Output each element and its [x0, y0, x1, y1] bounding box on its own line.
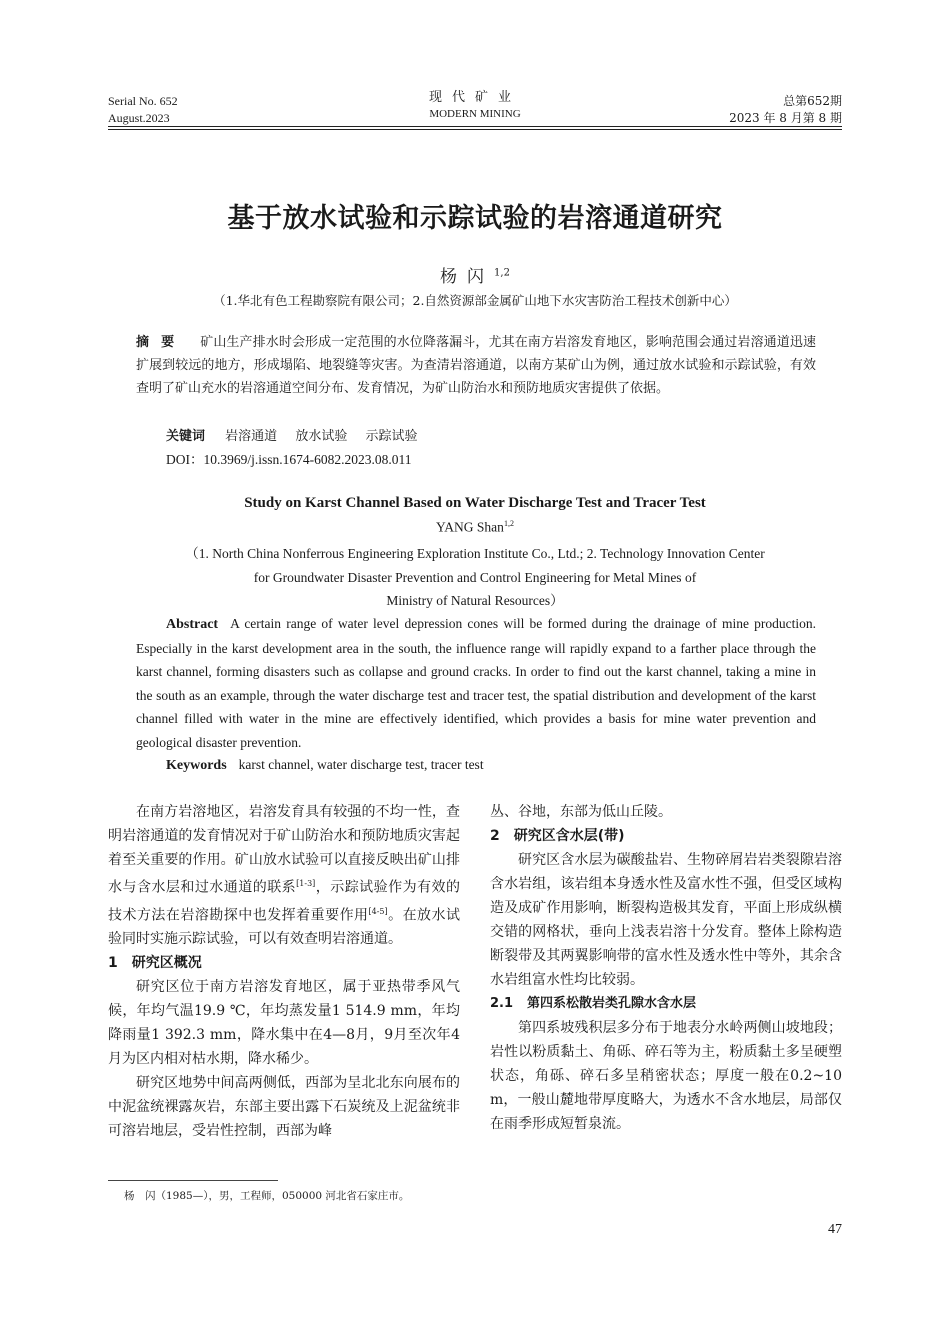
section-1-number: 1	[108, 955, 118, 972]
section-1-heading	[108, 951, 460, 975]
keyword-cn-3: 示踪试验	[365, 429, 418, 444]
abstract-en-text: A certain range of water level depression cones will be formed during the drainage of mine production. Especially in the karst development area in the south, the influence range will rapidly expand to a farther place through the karst channel, forming disasters such as collapse and ground cracks. In order to find out the karst channel, taking a mine in the south as an example, through the water discharge test and tracer test, the spatial distribution and development of the karst channel filled with water in the mine are effectively identified, which provides a basis for mine water prevention and geological disaster prevention.	[136, 616, 816, 750]
affiliation-en-line-1: （1. North China Nonferrous Engineering Exploration Institute Co., Ltd.; 2. Technology Innovation Center	[185, 546, 765, 561]
terrain-paragraph: 研究区地势中间高两侧低，西部为呈北北东向展布的中泥盆统裸露灰岩，东部主要出露下石炭统及上泥盆统非可溶岩地层，受岩性控制，西部为峰	[108, 1075, 460, 1140]
author-name-cn: 杨闪	[440, 267, 495, 287]
abstract-en-label: Abstract	[166, 617, 219, 632]
header-left	[108, 93, 178, 127]
keywords-en-text: karst channel, water discharge test, tracer test	[238, 757, 484, 772]
keywords-en	[166, 757, 484, 774]
intro-text-a: 在南方岩溶地区，岩溶发育具有较强的不均一性，查明岩溶通道的发育情况对于矿山防治水和预防地质灾害起着至关重要的作用。矿山放水试验可以直接反映出矿山排水与含水层和过水通道的联系	[108, 804, 460, 896]
keyword-cn-1: 岩溶通道	[225, 429, 278, 444]
header-rule-top	[108, 126, 842, 127]
affiliation-en-line-2: for Groundwater Disaster Prevention and Control Engineering for Metal Mines of	[253, 569, 697, 585]
header-rule-bottom	[108, 129, 842, 130]
abstract-cn-text: 矿山生产排水时会形成一定范围的水位降落漏斗，尤其在南方岩溶发育地区，影响范围会通过岩溶通道迅速扩展到较远的地方，形成塌陷、地裂缝等灾害。为查清岩溶通道，以南方某矿山为例，通过放水试验和示踪试验，有效查明了矿山充水的岩溶通道空间分布、发育情况，为矿山防治水和预防地质灾害提供了依据。	[136, 335, 816, 396]
aquifer-paragraph: 研究区含水层为碳酸盐岩、生物碎屑岩岩类裂隙岩溶含水岩组，该岩组本身透水性及富水性不强，但受区域构造及成矿作用影响，断裂构造极其发育，平面上形成纵横交错的网格状，垂向上浅表岩溶十分发育。整体上除构造断裂带及其两翼影响带的富水性及透水性中等外，其余含水岩组富水性均比较弱。	[490, 852, 842, 988]
affiliation-en	[140, 542, 810, 613]
total-issue-cn: 总第652期	[783, 94, 842, 108]
author-en	[0, 519, 950, 536]
keyword-cn-2: 放水试验	[295, 429, 348, 444]
climate-paragraph: 研究区位于南方岩溶发育地区，属于亚热带季风气候，年均气温19.9 ℃，年均蒸发量1 514.9 mm，年均降雨量1 392.3 mm，降水集中在4—8月，9月至次年4月为区内相对枯水期，降水稀少。	[108, 979, 460, 1068]
paper-title-en: Study on Karst Channel Based on Water Discharge Test and Tracer Test	[244, 495, 706, 511]
author-footnote: 杨 闪（1985—），男，工程师，050000 河北省石家庄市。	[124, 1190, 410, 1202]
intro-text-b: ，示踪试验作为有效的技术方法在岩溶勘探中也发挥着重要作用	[108, 879, 461, 924]
author-name-en: YANG Shan	[436, 519, 504, 535]
journal-name-cn: 现代矿业	[428, 90, 521, 105]
keywords-en-label: Keywords	[166, 758, 227, 773]
header-center	[375, 89, 575, 123]
intro-text-c: 。在放水试验同时实施示踪试验，可以有效查明岩溶通道。	[108, 907, 461, 948]
section-2-1-number: 2.1	[490, 996, 514, 1011]
abstract-cn	[136, 331, 816, 400]
section-1-title: 研究区概况	[131, 955, 202, 972]
affiliation-en-line-3: Ministry of Natural Resources）	[386, 593, 564, 608]
paper-title-cn: 基于放水试验和示踪试验的岩溶通道研究	[227, 203, 723, 234]
section-2-1-heading	[490, 992, 842, 1016]
intro-paragraph	[108, 800, 460, 951]
author-en-sup: 1,2	[503, 519, 514, 528]
journal-name-en: MODERN MINING	[429, 108, 521, 120]
keywords-cn-label: 关键词	[166, 429, 206, 444]
author-cn	[0, 262, 950, 287]
citation-4-5: [4-5]	[368, 906, 388, 916]
section-2-title: 研究区含水层(带)	[513, 828, 625, 844]
affiliation-cn: （1.华北有色工程勘察院有限公司；2.自然资源部金属矿山地下水灾害防治工程技术创新中心）	[213, 293, 737, 308]
abstract-cn-label: 摘要	[136, 335, 187, 350]
footnote-rule	[108, 1180, 278, 1181]
doi: DOI：10.3969/j.issn.1674-6082.2023.08.011	[166, 452, 412, 467]
author-affil-sup: 1,2	[494, 267, 510, 279]
abstract-en	[136, 612, 816, 755]
body-column-right	[490, 800, 842, 1136]
serial-number: Serial No. 652	[108, 94, 178, 108]
body-column-left	[108, 800, 460, 1143]
issue-cn: 2023 年 8 月第 8 期	[729, 111, 842, 125]
terrain-continued: 丛、谷地，东部为低山丘陵。	[490, 804, 672, 820]
quaternary-paragraph: 第四系坡残积层多分布于地表分水岭两侧山坡地段；岩性以粉质黏土、角砾、碎石等为主，粉质黏土多呈硬塑状态，角砾、碎石多呈稍密状态；厚度一般在0.2~10 m，一般山麓地带厚度略大，为透水不含水地层，局部仅在雨季形成短暂泉流。	[490, 1020, 842, 1132]
issue-date-en: August.2023	[108, 111, 170, 125]
page-number: 47	[828, 1222, 842, 1237]
section-2-1-title: 第四系松散岩类孔隙水含水层	[527, 996, 697, 1011]
section-2-heading	[490, 824, 842, 848]
section-2-number: 2	[490, 828, 500, 844]
citation-1-3: [1-3]	[296, 879, 316, 888]
header-right	[729, 93, 842, 127]
keywords-cn	[166, 425, 431, 444]
